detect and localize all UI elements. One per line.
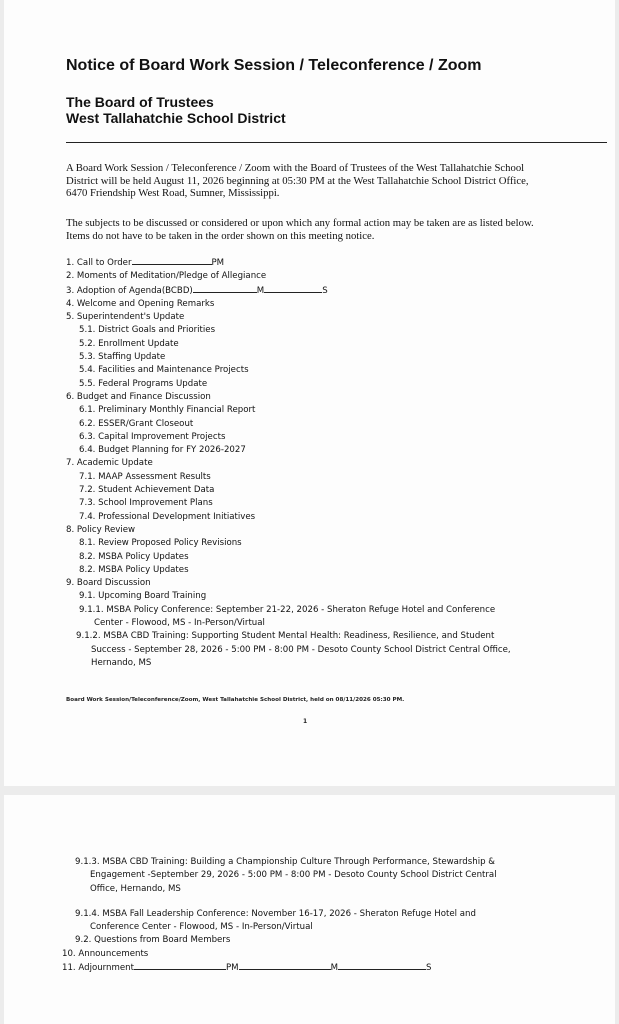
agenda-subitem: 8.1. Review Proposed Policy Revisions bbox=[79, 538, 242, 549]
agenda-subsubitem: 9.1.2. MSBA CBD Training: Supporting Student Mental Health: Readiness, Resilience, and Student Success - September 28, 2026 - 5:00 PM - 8:00 PM - Desoto County School District Central Office, Hernando, MS bbox=[76, 631, 511, 668]
agenda-item: 8. Policy Review bbox=[66, 524, 136, 535]
page-footer: Board Work Session/Teleconference/Zoom, West Tallahatchie School District, held on 08/11/2026 05:30 PM. bbox=[66, 697, 405, 703]
agenda-subsubitem: 9.1.4. MSBA Fall Leadership Conference: November 16-17, 2026 - Sheraton Refuge Hotel and Conference Center - Flowood, MS - In-Person/Virtual bbox=[75, 908, 476, 933]
blank-line bbox=[239, 961, 331, 970]
header-divider bbox=[66, 142, 607, 143]
agenda-item: 4. Welcome and Opening Remarks bbox=[66, 298, 215, 309]
document-page-1 bbox=[4, 0, 615, 786]
agenda-item: 3. Adoption of Agenda(BCBD) M S bbox=[66, 285, 328, 296]
agenda-subitem: 9.1. Upcoming Board Training bbox=[79, 591, 207, 602]
blank-line bbox=[264, 284, 322, 293]
agenda-subitem: 7.3. School Improvement Plans bbox=[79, 498, 213, 509]
agenda-item: 10. Announcements bbox=[62, 948, 149, 959]
agenda-subitem: 6.2. ESSER/Grant Closeout bbox=[79, 418, 194, 429]
agenda-subitem: 8.2. MSBA Policy Updates bbox=[79, 564, 189, 575]
agenda-list bbox=[66, 256, 606, 670]
agenda-list-continued bbox=[62, 856, 602, 975]
subjects-paragraph: The subjects to be discussed or considered or upon which any formal action may be taken are as listed below. Items do not have to be taken in the order shown on this meeting notice. bbox=[66, 217, 534, 242]
blank-line bbox=[338, 961, 426, 970]
agenda-item: 7. Academic Update bbox=[66, 458, 153, 469]
agenda-subitem: 5.3. Staffing Update bbox=[79, 352, 166, 363]
agenda-subitem: 7.1. MAAP Assessment Results bbox=[79, 471, 211, 482]
agenda-item: 5. Superintendent's Update bbox=[66, 312, 185, 323]
notice-title: Notice of Board Work Session / Teleconference / Zoom bbox=[66, 57, 482, 74]
agenda-item: 1. Call to Order PM bbox=[66, 258, 225, 268]
agenda-subitem: 6.1. Preliminary Monthly Financial Report bbox=[79, 405, 256, 416]
agenda-item: 2. Moments of Meditation/Pledge of Allegiance bbox=[66, 271, 267, 282]
agenda-subitem: 7.4. Professional Development Initiatives bbox=[79, 511, 256, 522]
agenda-subsubitem: 9.1.3. MSBA CBD Training: Building a Championship Culture Through Performance, Stewardship & Engagement -September 29, 2026 - 5:00 PM - 8:00 PM - Desoto County School District Central Office, Hernando, MS bbox=[75, 857, 497, 894]
agenda-subitem: 5.1. District Goals and Priorities bbox=[79, 325, 216, 336]
agenda-subitem: 5.5. Federal Programs Update bbox=[79, 378, 208, 389]
time-blank bbox=[132, 256, 212, 265]
blank-line bbox=[193, 284, 257, 293]
agenda-subitem: 6.3. Capital Improvement Projects bbox=[79, 431, 226, 442]
agenda-item: 11. Adjournment PM M S bbox=[62, 963, 432, 974]
agenda-subsubitem: 9.1.1. MSBA Policy Conference: September 21-22, 2026 - Sheraton Refuge Hotel and Conference Center - Flowood, MS - In-Person/Virtual bbox=[79, 604, 496, 629]
agenda-subitem: 5.4. Facilities and Maintenance Projects bbox=[79, 365, 249, 376]
document-page-2 bbox=[4, 795, 615, 1024]
agenda-subitem: 6.4. Budget Planning for FY 2026-2027 bbox=[79, 445, 246, 456]
agenda-item: 9. Board Discussion bbox=[66, 578, 151, 589]
agenda-subitem: 7.2. Student Achievement Data bbox=[79, 485, 215, 496]
agenda-item: 6. Budget and Finance Discussion bbox=[66, 391, 211, 402]
time-blank bbox=[134, 961, 226, 970]
agenda-subitem: 5.2. Enrollment Update bbox=[79, 338, 179, 349]
board-heading bbox=[66, 94, 286, 126]
board-name: The Board of Trustees bbox=[66, 94, 214, 110]
meeting-notice-paragraph: A Board Work Session / Teleconference / Zoom with the Board of Trustees of the West Tallahatchie School District will be held August 11, 2026 beginning at 05:30 PM at the West Tallahatchie School District Office, 6470 Friendship West Road, Sumner, Mississippi. bbox=[66, 162, 529, 200]
district-name: West Tallahatchie School District bbox=[66, 110, 286, 126]
agenda-subitem: 8.2. MSBA Policy Updates bbox=[79, 551, 189, 562]
agenda-subitem: 9.2. Questions from Board Members bbox=[75, 935, 231, 946]
page-number: 1 bbox=[303, 718, 308, 725]
